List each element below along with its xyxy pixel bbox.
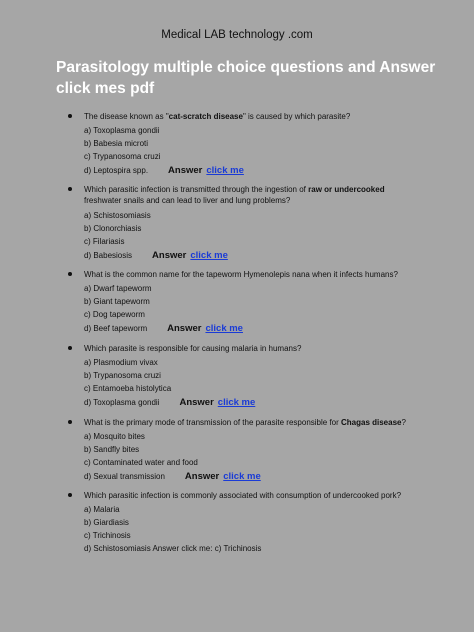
click-me-link[interactable]: click me <box>206 165 244 176</box>
bullet-icon <box>68 187 72 191</box>
bullet-icon <box>68 420 72 424</box>
answer-option: d) Babesiosis Answer click me <box>84 250 228 261</box>
answer-option: b) Giardiasis <box>84 518 129 527</box>
answer-label: Answer <box>179 397 214 408</box>
answer-label: Answer <box>152 250 187 261</box>
answer-option: d) Leptospira spp. Answer click me <box>84 165 244 176</box>
question-stem: What is the common name for the tapeworm Hymenolepis nana when it infects humans? <box>84 270 398 279</box>
question-stem: The disease known as "cat-scratch disease" is caused by which parasite? <box>84 112 351 121</box>
question-stem: What is the primary mode of transmission of the parasite responsible for Chagas disease? <box>84 418 406 427</box>
answer-option: b) Babesia microti <box>84 139 149 148</box>
answer-option: c) Trichinosis <box>84 531 131 540</box>
answer-option: d) Schistosomiasis Answer click me: c) Trichinosis <box>84 544 262 553</box>
answer-option: a) Mosquito bites <box>84 432 145 441</box>
site-header: Medical LAB technology .com <box>161 29 313 41</box>
bullet-icon <box>68 272 72 276</box>
click-me-link[interactable]: click me <box>190 250 228 261</box>
answer-option: d) Sexual transmission Answer click me <box>84 471 261 482</box>
bullet-icon <box>68 114 72 118</box>
answer-option: c) Contaminated water and food <box>84 458 198 467</box>
click-me-link[interactable]: click me <box>217 397 256 408</box>
answer-option: c) Trypanosoma cruzi <box>84 152 161 161</box>
answer-label: Answer <box>167 323 202 334</box>
click-me-link[interactable]: click me <box>205 323 243 334</box>
bullet-icon <box>68 346 72 350</box>
click-me-link[interactable]: click me <box>223 471 261 482</box>
answer-option: b) Clonorchiasis <box>84 224 142 233</box>
document-title: Parasitology multiple choice questions and Answer click mes pdf <box>56 59 436 97</box>
question-stem: Which parasite is responsible for causing malaria in humans? <box>84 344 302 353</box>
question-stem: Which parasitic infection is commonly associated with consumption of undercooked pork? <box>84 491 402 500</box>
answer-option: d) Beef tapeworm Answer click me <box>84 323 243 334</box>
answer-option: c) Entamoeba histolytica <box>84 384 172 393</box>
answer-option: b) Sandfly bites <box>84 445 140 454</box>
answer-label: Answer <box>184 471 220 482</box>
answer-option: a) Plasmodium vivax <box>84 358 158 367</box>
answer-option: c) Filariasis <box>84 237 125 246</box>
answer-option: a) Toxoplasma gondii <box>84 126 160 135</box>
answer-option: c) Dog tapeworm <box>84 310 145 319</box>
answer-label: Answer <box>168 165 203 176</box>
answer-option: b) Trypanosoma cruzi <box>84 371 161 380</box>
answer-option: a) Schistosomiasis <box>84 211 151 220</box>
question-stem: Which parasitic infection is transmitted through the ingestion of raw or undercooked freshwater snails and can lead to liver and lung problems? <box>84 185 385 205</box>
answer-option: a) Dwarf tapeworm <box>84 284 152 293</box>
answer-option: d) Toxoplasma gondii Answer click me <box>84 397 256 408</box>
answer-option: b) Giant tapeworm <box>84 297 150 306</box>
answer-option: a) Malaria <box>84 505 120 514</box>
bullet-icon <box>68 493 72 497</box>
